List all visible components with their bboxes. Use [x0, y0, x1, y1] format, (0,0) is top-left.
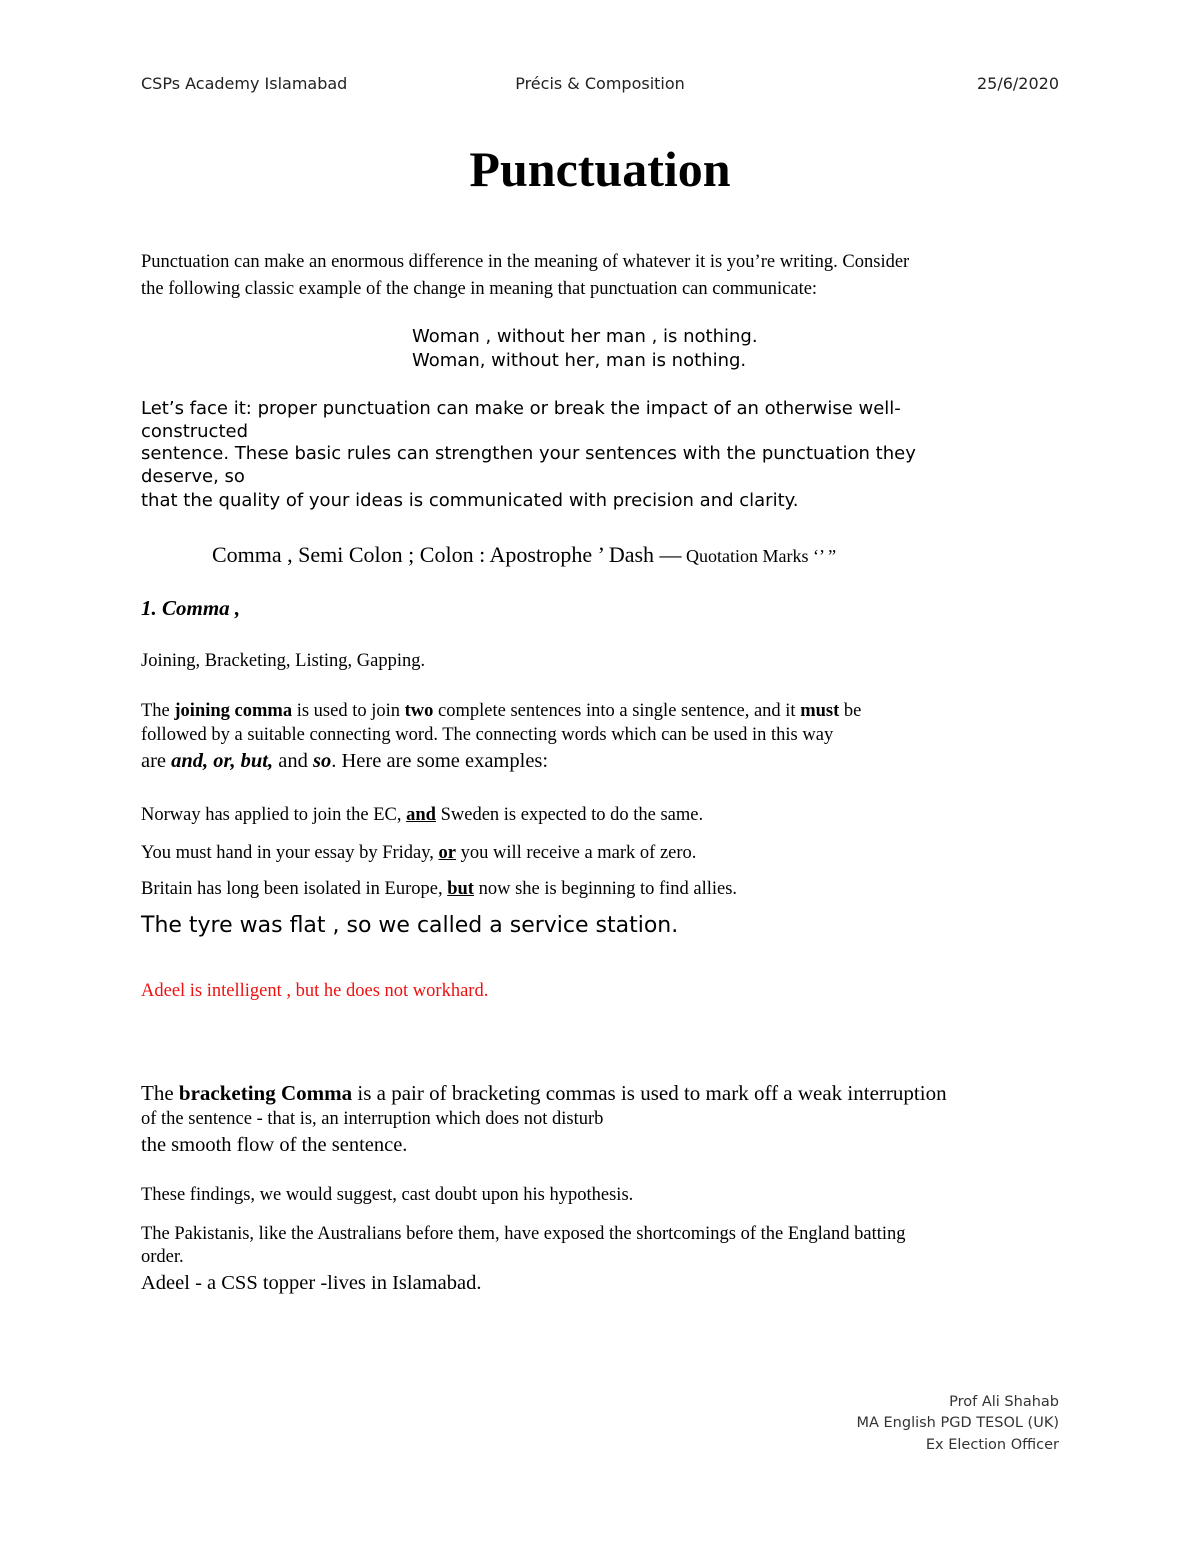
bracketing-example-1: These findings, we would suggest, cast doubt upon his hypothesis. — [141, 1185, 634, 1205]
text: Norway has applied to join the EC, — [141, 805, 407, 825]
text: are — [141, 750, 172, 772]
bracketing-example-3: Adeel - a CSS topper -lives in Islamabad. — [141, 1272, 482, 1294]
example-line-1: Woman , without her man , is nothing. — [412, 326, 758, 347]
bracketing-line-1 — [141, 1081, 947, 1106]
example-line-2: Woman, without her, man is nothing. — [412, 350, 747, 371]
conjunction-and: and — [406, 805, 436, 825]
emphasis-two: two — [404, 701, 434, 721]
text: is a pair of bracketing commas is used to mark off a weak interruption — [352, 1081, 947, 1105]
page-title: Punctuation — [469, 141, 731, 197]
text: and — [273, 750, 313, 772]
header-date: 25/6/2020 — [976, 74, 1059, 93]
tyre-example: The tyre was flat , so we called a service station. — [141, 913, 679, 938]
marks-quotation: Quotation Marks ‘’ ” — [681, 546, 837, 566]
joining-line-3 — [141, 750, 548, 773]
text: you will receive a mark of zero. — [456, 843, 697, 863]
bracketing-example-2-line-1: The Pakistanis, like the Australians before them, have exposed the shortcomings of the England batting — [141, 1224, 906, 1244]
rules-line-2: constructed — [141, 421, 249, 442]
emphasis-must: must — [800, 701, 840, 721]
text: Sweden is expected to do the same. — [435, 805, 704, 825]
text: complete sentences into a single sentence, and it — [433, 701, 801, 721]
rules-line-4: deserve, so — [141, 466, 245, 487]
joining-line-1 — [141, 701, 861, 722]
conjunction-or: or — [438, 843, 457, 863]
rules-line-3: sentence. These basic rules can strengthen your sentences with the punctuation they — [141, 443, 916, 464]
header-center: Précis & Composition — [515, 74, 685, 93]
rules-line-1: Let’s face it: proper punctuation can make or break the impact of an otherwise well- — [141, 398, 901, 419]
term-bracketing-comma: bracketing Comma — [178, 1081, 353, 1105]
marks-main: Comma , Semi Colon ; Colon : Apostrophe ’ Dash — — [212, 542, 682, 567]
intro-line-1: Punctuation can make an enormous difference in the meaning of whatever it is you’re writing. Consider — [141, 252, 910, 272]
example-sentence — [141, 805, 703, 826]
example-sentence — [141, 843, 696, 864]
rules-line-5: that the quality of your ideas is communicated with precision and clarity. — [141, 490, 799, 511]
header-left: CSPs Academy Islamabad — [141, 74, 348, 93]
bracketing-example-2-line-2: order. — [141, 1247, 184, 1267]
text: now she is beginning to find allies. — [473, 879, 738, 899]
conjunction-but: but — [447, 879, 474, 899]
text: is used to join — [292, 701, 405, 721]
text: be — [839, 701, 862, 721]
red-example: Adeel is intelligent , but he does not workhard. — [141, 981, 489, 1001]
comma-uses: Joining, Bracketing, Listing, Gapping. — [141, 651, 426, 671]
text: You must hand in your essay by Friday, — [141, 843, 439, 863]
example-sentence — [141, 879, 737, 900]
section-heading-comma: 1. Comma , — [141, 596, 241, 620]
text: The — [141, 701, 175, 721]
text: . Here are some examples: — [331, 750, 549, 772]
intro-line-2: the following classic example of the change in meaning that punctuation can communicate: — [141, 279, 818, 299]
text: The — [141, 1081, 179, 1105]
punctuation-marks-list — [212, 542, 836, 568]
footer-author: Prof Ali Shahab — [949, 1394, 1059, 1410]
term-joining-comma: joining comma — [174, 701, 293, 721]
footer-qualification: MA English PGD TESOL (UK) — [856, 1415, 1059, 1431]
conjunction-so: so — [313, 750, 332, 772]
bracketing-line-3: the smooth flow of the sentence. — [141, 1134, 408, 1156]
footer-role: Ex Election Officer — [925, 1437, 1059, 1453]
joining-line-2: followed by a suitable connecting word. The connecting words which can be used in this way — [141, 725, 834, 745]
conjunctions-list: and, or, but, — [171, 750, 274, 772]
text: Britain has long been isolated in Europe, — [141, 879, 448, 899]
bracketing-line-2: of the sentence - that is, an interruption which does not disturb — [141, 1109, 604, 1129]
